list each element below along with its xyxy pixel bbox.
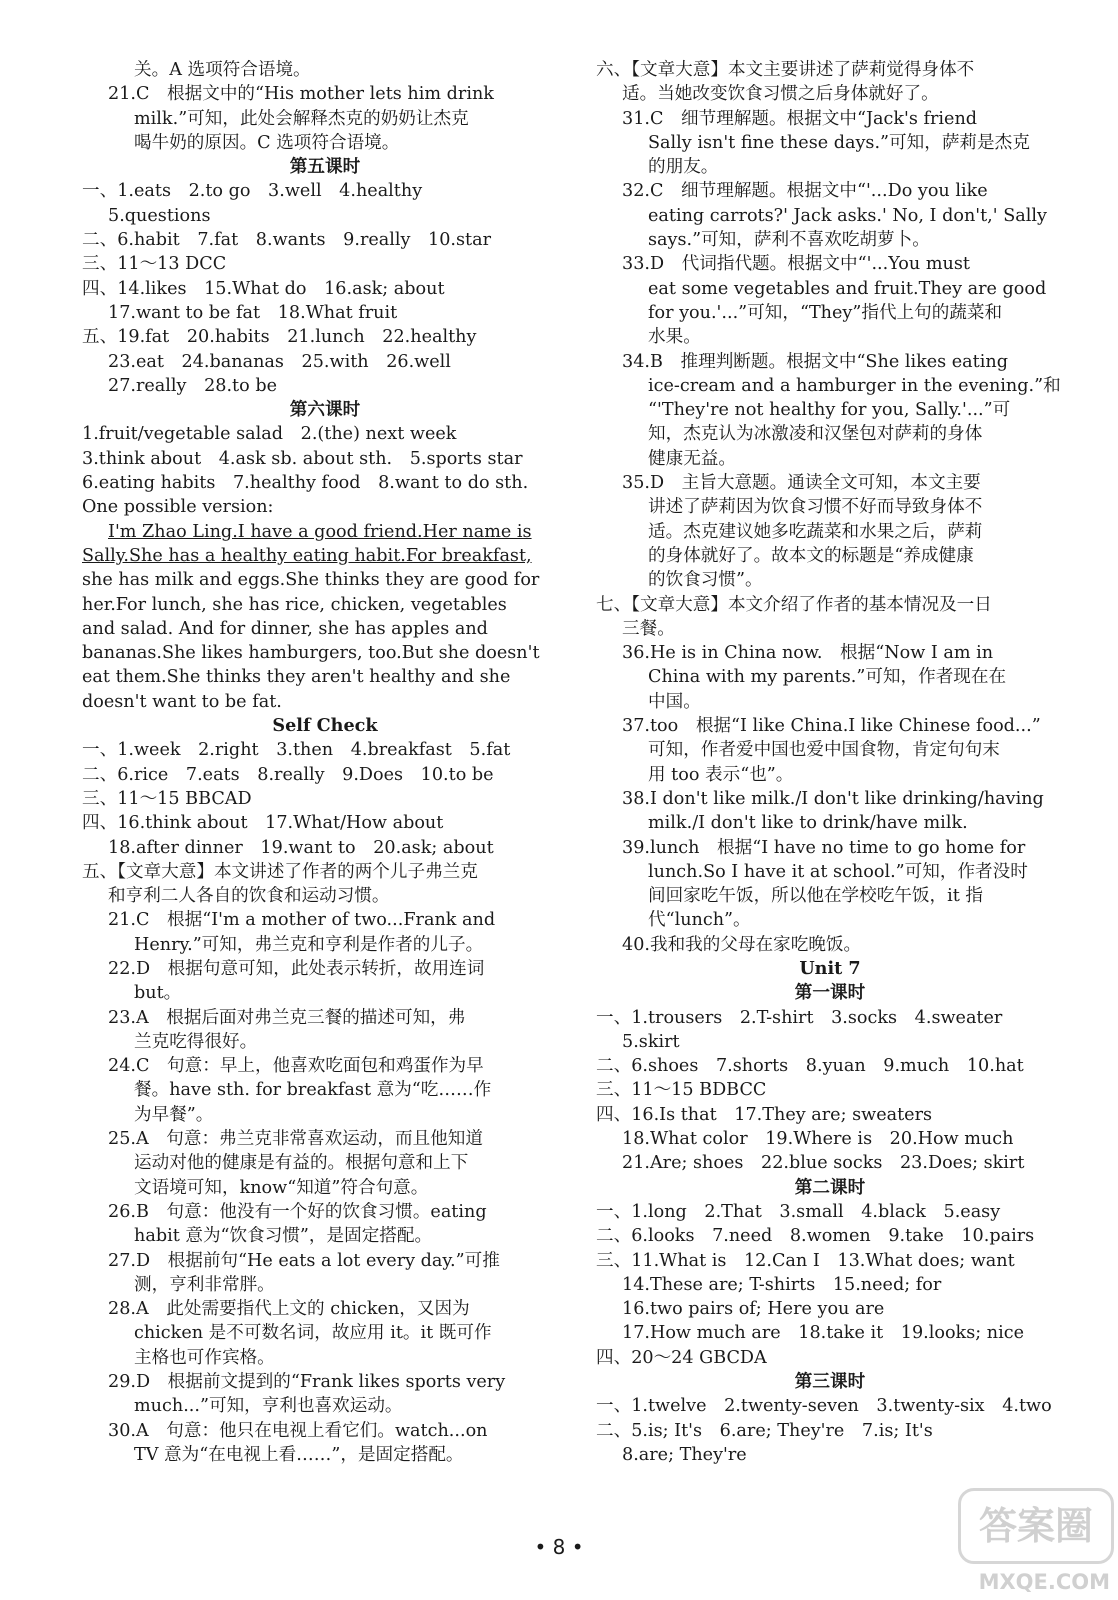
answer-line: 24.C 句意：早上，他喜欢吃面包和鸡蛋作为早 [108,1056,484,1077]
left-column [82,58,568,1467]
section-heading: 第一课时 [794,982,866,1004]
answer-line: 兰克吃得很好。 [134,1031,258,1052]
answer-line: 文语境可知，know“知道”符合句意。 [134,1177,429,1198]
answer-line: 餐。have sth. for breakfast 意为“吃……作 [134,1080,492,1101]
section-heading: Unit 7 [799,957,861,979]
answer-line: Henry.”可知，弗兰克和亨利是作者的儿子。 [134,934,484,955]
answer-line: her.For lunch, she has rice, chicken, vegetables [82,594,507,615]
answer-line: 38.I don't like milk./I don't like drinking/having [622,788,1044,809]
answer-line: 28.A 此处需要指代上文的 chicken，又因为 [108,1299,470,1320]
answer-line: much...”可知，亨利也喜欢运动。 [134,1396,403,1417]
answer-line: 21.Are; shoes 22.blue socks 23.Does; skirt [622,1153,1025,1174]
answer-line: but。 [134,983,182,1004]
answer-line: 3.think about 4.ask sb. about sth. 5.sports star [82,448,523,469]
answer-line: habit 意为“饮食习惯”，是固定搭配。 [134,1226,433,1247]
answer-line: 七、【文章大意】本文介绍了作者的基本情况及一日 [596,594,992,615]
answer-line: 二、6.habit 7.fat 8.wants 9.really 10.star [82,230,492,251]
answer-line: I'm Zhao Ling.I have a good friend.Her name is [108,521,532,542]
answer-line: 三、11～15 BDBCC [596,1080,767,1101]
answer-line: 代“lunch”。 [648,910,751,931]
answer-line: 36.He is in China now. 根据“Now I am in [622,643,994,664]
answer-line: 26.B 句意：他没有一个好的饮食习惯。eating [108,1201,487,1222]
answer-line: 16.two pairs of; Here you are [622,1299,885,1320]
answer-line: 关。A 选项符合语境。 [134,60,311,80]
answer-line: chicken 是不可数名词，故应用 it。it 既可作 [134,1323,492,1344]
answer-line: 一、1.twelve 2.twenty-seven 3.twenty-six 4.two [596,1396,1052,1417]
answer-line: 测，亨利非常胖。 [134,1274,275,1295]
answer-line: Sally.She has a healthy eating habit.For breakfast, [82,545,532,566]
answer-line: 三、11.What is 12.Can I 13.What does; want [596,1250,1015,1271]
answer-line: 二、5.is; It's 6.are; They're 7.is; It's [596,1420,933,1441]
answer-line: 可知，作者爱中国也爱中国食物，肯定句句末 [648,740,1000,761]
answer-line: 30.A 句意：他只在电视上看它们。watch...on [108,1420,488,1441]
answer-line: 间回家吃午饭，所以他在学校吃午饭，it 指 [648,886,983,907]
answer-line: 一、1.long 2.That 3.small 4.black 5.easy [596,1201,1001,1222]
answer-line: 讲述了萨莉因为饮食习惯不好而导致身体不 [648,497,983,518]
section-heading: Self Check [272,715,378,737]
answer-line: 三、11～13 DCC [82,254,227,275]
answer-line: says.”可知，萨利不喜欢吃胡萝卜。 [648,230,930,251]
answer-line: 中国。 [648,691,701,712]
answer-line: 23.eat 24.bananas 25.with 26.well [108,351,451,372]
answer-line: doesn't want to be fat. [82,691,282,712]
answer-line: 喝牛奶的原因。C 选项符合语境。 [134,132,400,153]
answer-line: 29.D 根据前文提到的“Frank likes sports very [108,1372,506,1393]
answer-line: eating carrots?' Jack asks.' No, I don't,' Sally [648,205,1047,226]
answer-line: 主格也可作宾格。 [134,1347,275,1368]
answer-line: for you.'...”可知，“They”指代上句的蔬菜和 [648,302,1003,323]
answer-line: 5.questions [108,205,211,226]
answer-line: milk./I don't like to drink/have milk. [648,813,968,834]
answer-line: 21.C 根据文中的“His mother lets him drink [108,84,494,105]
page-number: • 8 • [534,1535,584,1559]
answer-line: 37.too 根据“I like China.I like Chinese food...” [622,716,1041,737]
answer-line: 五、【文章大意】本文讲述了作者的两个儿子弗兰克 [82,861,478,882]
answer-line: she has milk and eggs.She thinks they are good for [82,570,540,591]
answer-line: 三餐。 [622,618,675,639]
answer-line: 五、19.fat 20.habits 21.lunch 22.healthy [82,327,477,348]
answer-line: 35.D 主旨大意题。通读全文可知，本文主要 [622,473,981,494]
answer-line: 二、6.shoes 7.shorts 8.yuan 9.much 10.hat [596,1056,1024,1077]
answer-line: 四、20～24 GBCDA [596,1347,767,1368]
answer-line: 17.want to be fat 18.What fruit [108,302,398,323]
answer-line: 适。当她改变饮食习惯之后身体就好了。 [622,84,939,105]
section-heading: 第二课时 [794,1176,866,1198]
answer-line: 32.C 细节理解题。根据文中“'...Do you like [622,181,988,202]
answer-line: 18.after dinner 19.want to 20.ask; about [108,837,494,858]
section-heading: 第六课时 [289,399,361,421]
answer-line: 三、11～15 BBCAD [82,788,252,809]
answer-line: 14.These are; T-shirts 15.need; for [622,1274,942,1295]
answer-line: 的朋友。 [648,157,719,178]
answer-line: 的饮食习惯”。 [648,570,763,591]
answer-line: 6.eating habits 7.healthy food 8.want to do sth. [82,473,529,494]
answer-line: 和亨利二人各自的饮食和运动习惯。 [108,886,390,907]
answer-line: bananas.She likes hamburgers, too.But she doesn't [82,643,540,664]
answer-line: 为早餐”。 [134,1104,214,1125]
answer-line: 四、16.think about 17.What/How about [82,813,444,834]
answer-line: 39.lunch 根据“I have no time to go home for [622,837,1026,858]
answer-line: 31.C 细节理解题。根据文中“Jack's friend [622,108,978,129]
answer-line: “'They're not healthy for you, Sally.'...”可 [648,400,1011,421]
answer-line: 1.fruit/vegetable salad 2.(the) next week [82,424,457,445]
answer-line: and salad. And for dinner, she has apples and [82,618,488,639]
answer-line: 四、14.likes 15.What do 16.ask; about [82,278,445,299]
answer-line: 的身体就好了。故本文的标题是“养成健康 [648,545,974,566]
answer-line: milk.”可知，此处会解释杰克的奶奶让杰克 [134,108,469,129]
answer-line: 25.A 句意：弗兰克非常喜欢运动，而且他知道 [108,1129,483,1150]
answer-line: 一、1.week 2.right 3.then 4.breakfast 5.fat [82,740,511,761]
watermark-logo: 答案圈 [958,1488,1114,1564]
answer-line: 知，杰克认为冰激凌和汉堡包对萨莉的身体 [648,424,983,445]
answer-line: 34.B 推理判断题。根据文中“She likes eating [622,351,1008,372]
answer-line: China with my parents.”可知，作者现在在 [648,667,1007,688]
answer-line: 健康无益。 [648,448,736,469]
answer-line: ice-cream and a hamburger in the evening.”和 [648,375,1061,396]
answer-line: 用 too 表示“也”。 [648,764,794,785]
answer-line: 17.How much are 18.take it 19.looks; nice [622,1323,1024,1344]
answer-line: 六、【文章大意】本文主要讲述了萨莉觉得身体不 [596,60,975,80]
watermark-url: MXQE.COM [978,1570,1110,1594]
answer-line: 四、16.Is that 17.They are; sweaters [596,1104,933,1125]
answer-line: lunch.So I have it at school.”可知，作者没时 [648,861,1028,882]
answer-line: 适。杰克建议她多吃蔬菜和水果之后，萨莉 [648,521,983,542]
section-heading: 第五课时 [289,156,361,178]
answer-line: 一、1.trousers 2.T-shirt 3.socks 4.sweater [596,1007,1003,1028]
answer-line: eat them.She thinks they aren't healthy and she [82,667,511,688]
answer-line: 5.skirt [622,1031,680,1052]
answer-line: 22.D 根据句意可知，此处表示转折，故用连词 [108,958,485,979]
answer-line: 水果。 [648,327,701,348]
answer-line: Sally isn't fine these days.”可知，萨莉是杰克 [648,132,1030,153]
section-heading: 第三课时 [794,1371,866,1393]
answer-line: 40.我和我的父母在家吃晚饭。 [622,934,862,955]
answer-line: 一、1.eats 2.to go 3.well 4.healthy [82,181,423,202]
right-column [596,58,1064,1467]
answer-line: 二、6.rice 7.eats 8.really 9.Does 10.to be [82,764,494,785]
watermark [958,1488,1110,1596]
answer-line: 27.D 根据前句“He eats a lot every day.”可推 [108,1250,500,1271]
answer-line: 33.D 代词指代题。根据文中“'...You must [622,254,970,275]
answer-line: One possible version: [82,497,274,518]
answer-line: 二、6.looks 7.need 8.women 9.take 10.pairs [596,1226,1035,1247]
answer-line: 运动对他的健康是有益的。根据句意和上下 [134,1153,469,1174]
answer-line: 27.really 28.to be [108,375,277,396]
answer-line: eat some vegetables and fruit.They are good [648,278,1047,299]
answer-line: 21.C 根据“I'm a mother of two...Frank and [108,910,496,931]
answer-line: 18.What color 19.Where is 20.How much [622,1129,1014,1150]
answer-line: 23.A 根据后面对弗兰克三餐的描述可知，弗 [108,1007,466,1028]
answer-line: 8.are; They're [622,1444,747,1465]
answer-line: TV 意为“在电视上看……”，是固定搭配。 [134,1444,464,1465]
